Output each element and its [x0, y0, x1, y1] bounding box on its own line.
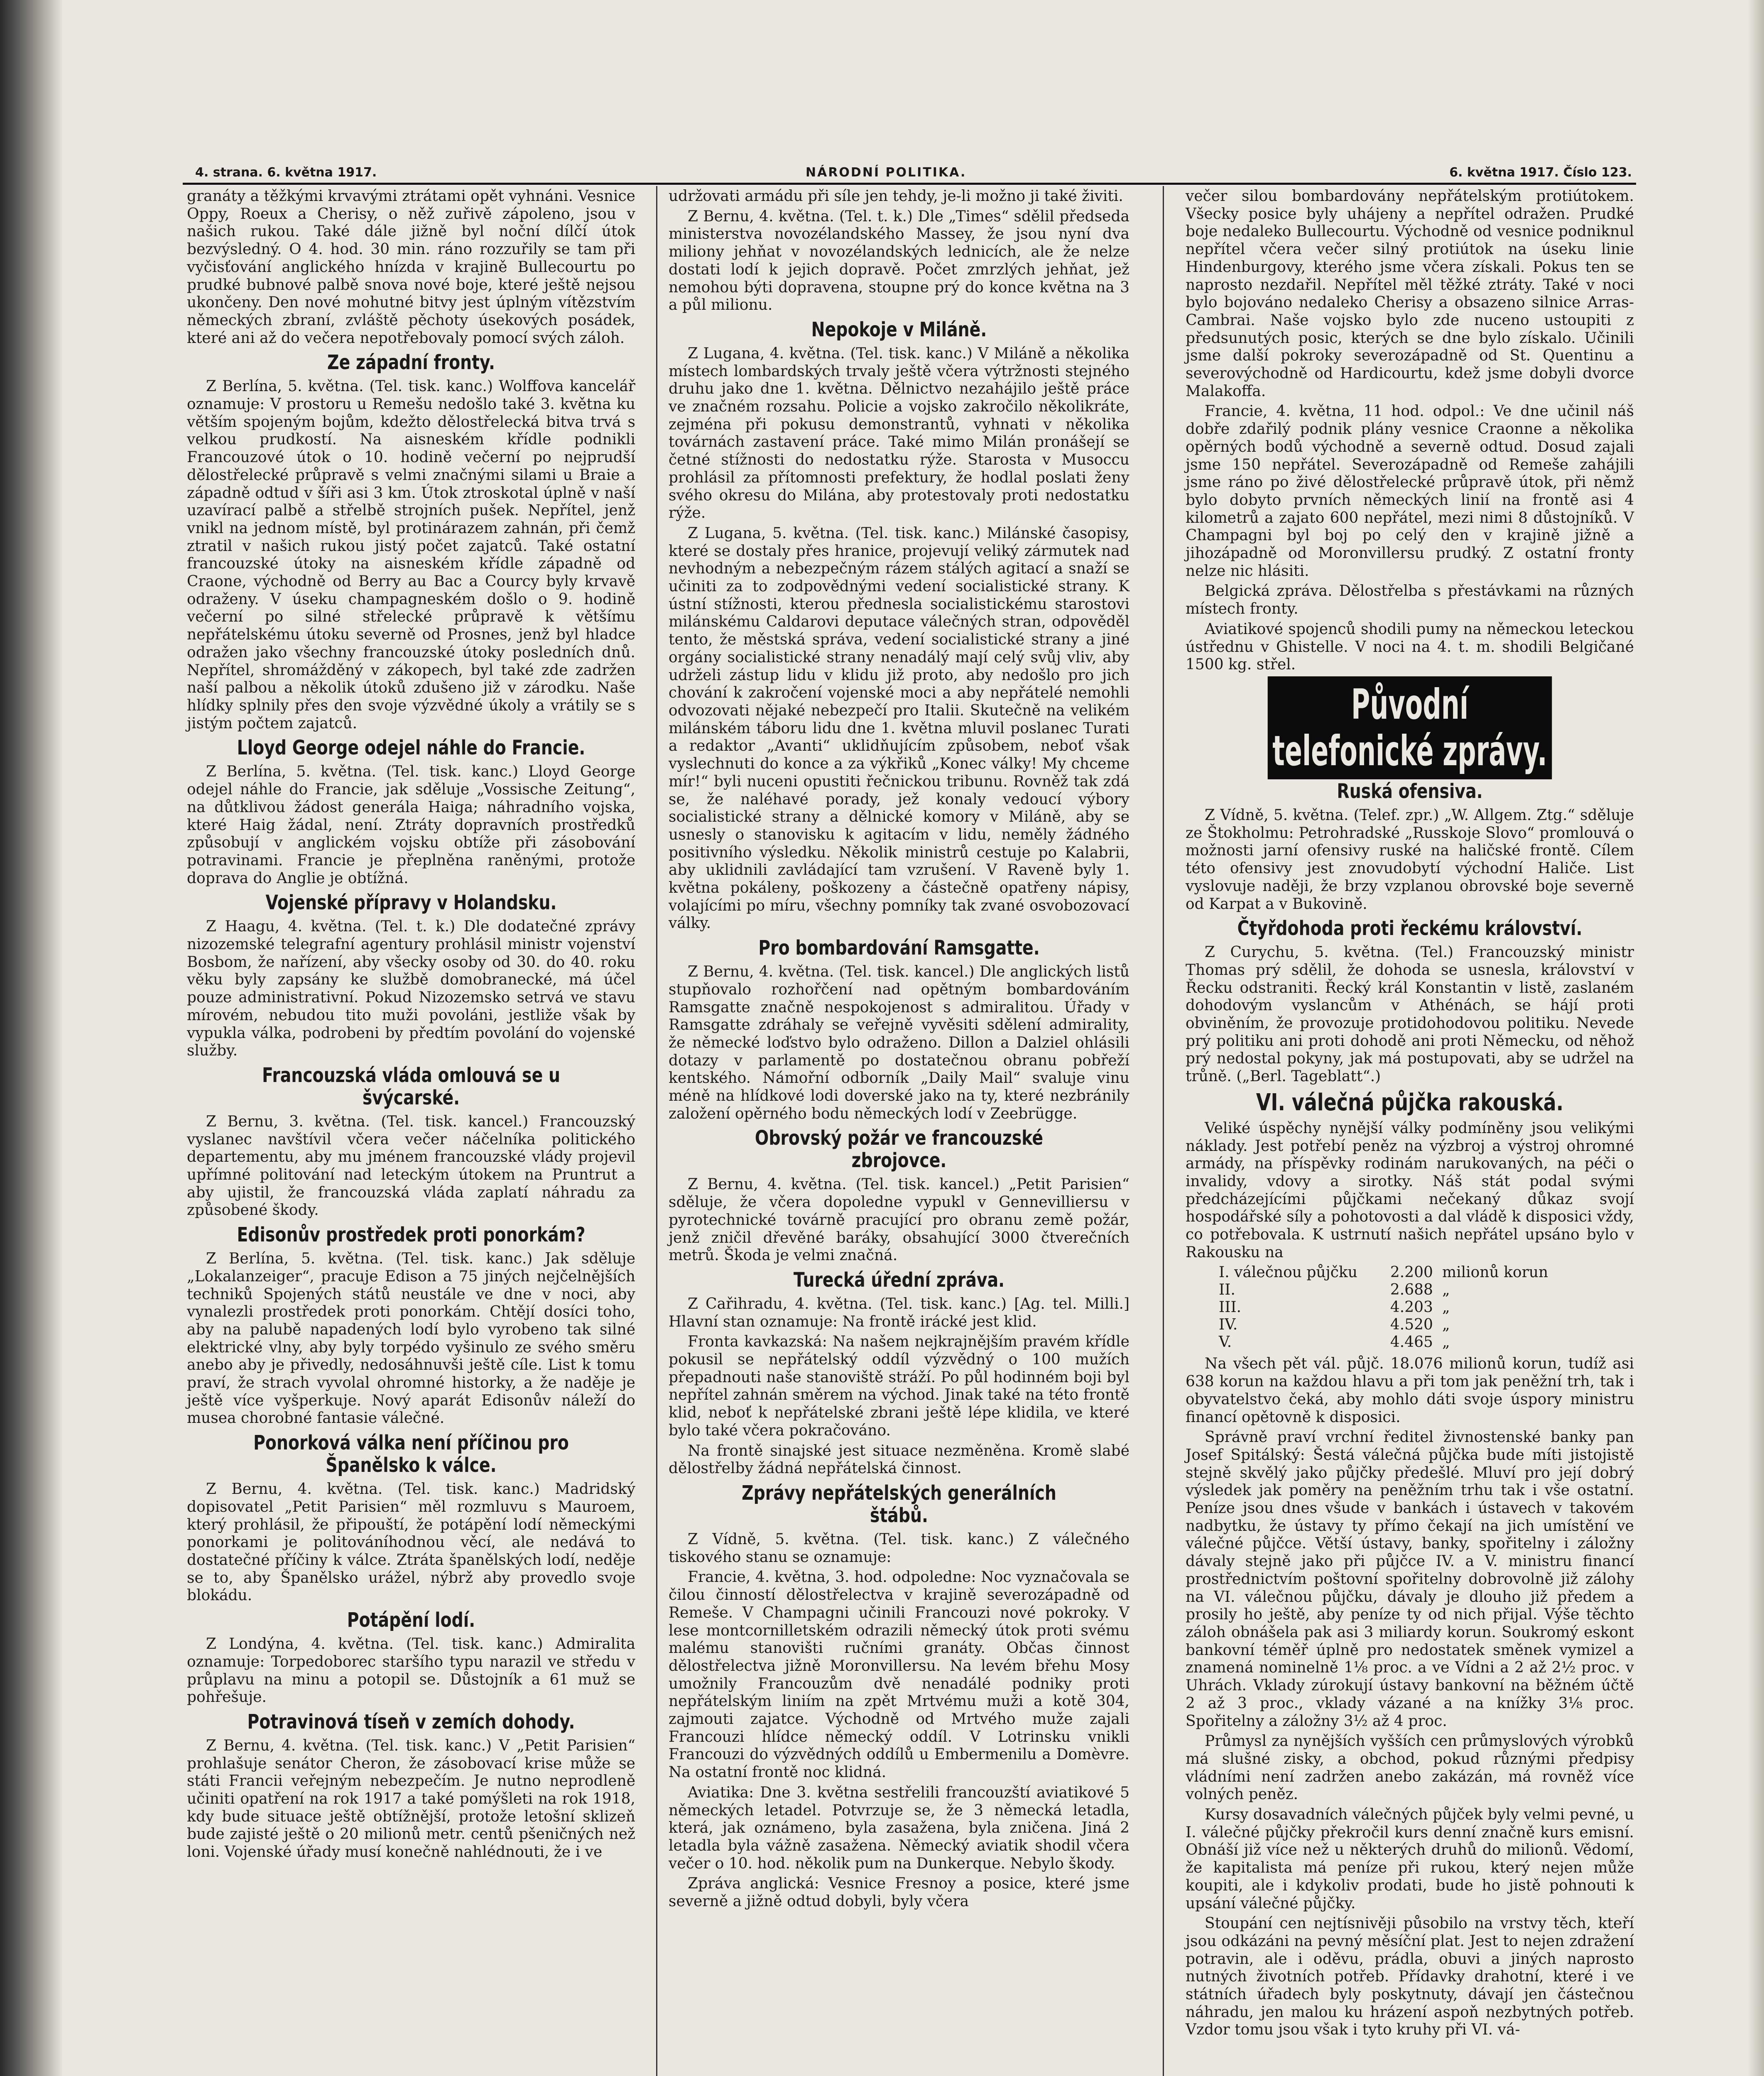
- headline-spain: Ponorková válka není příčinou pro Španělsko k válce.: [253, 1431, 569, 1477]
- loan-ditto: „: [1442, 1299, 1450, 1316]
- article-paragraph: Z Bernu, 4. května. (Tel. t. k.) Dle „Times“ sdělil předseda ministerstva novozélandského Massey, že jsou nyní dva miliony jehňat v novozélandských lednicích, ale že nelze dostati lodí k jejich dopravě. Počet zmrzlých jehňat, jež nemohou býti dopravena, stoupne prý do konce května na 3 a půl milionu.: [669, 208, 1129, 314]
- section-banner-telephone-news: Původní telefonické zprávy.: [1271, 681, 1549, 774]
- article-paragraph: Francie, 4. května, 11 hod. odpol.: Ve dne učinil náš dobře zdařilý podnik plány vesnice Craonne a několika opěrných bodů východně a severně odtud. Dosud zajali jsme 150 nepřátel. Severozápadně od Remeše zahájili jsme ráno po živé dělostřelecké průpravě útok, při němž bylo dobyto prvních německých linií na frontě asi 4 kilometrů a zajato 600 nepřátel, mezi nimi 8 důstojníků. V Champagni byl boj po celý den v krajině jižně a jihozápadně od Moronvillersu prudký. Z ostatní fronty nelze nic hlásiti.: [1186, 403, 1634, 580]
- loan-amount: 2.200: [1390, 1264, 1433, 1281]
- headline-ramsgate: Pro bombardování Ramsgatte.: [758, 936, 1040, 960]
- article-paragraph: Na frontě sinajské jest situace nezměněna. Kromě slabé dělostřelby žádná nepřátelská činnost.: [669, 1442, 1129, 1477]
- scan-shadow-right: [1747, 0, 1764, 2076]
- column-3: [1186, 188, 1634, 2042]
- headline-war-loan: VI. válečná půjčka rakouská.: [1256, 1089, 1564, 1116]
- article-paragraph: Z Londýna, 4. května. (Tel. tisk. kanc.) Admiralita oznamuje: Torpedoborec staršího typu narazil ve středu v průplavu na minu a potopil se. Důstojník a 61 muž se pohřešuje.: [187, 1635, 635, 1706]
- column-2: [669, 188, 1129, 1913]
- loan-ditto: „: [1442, 1316, 1450, 1334]
- article-paragraph: Z Berlína, 5. května. (Tel. tisk. kanc.) Wolffova kancelář oznamuje: V prostoru u Remešu nedošlo také 3. května ku větším spojeným bojům, kdežto dělostřelecká bitva trvá s velkou prudkostí. Na aisneském křídle podnikli Francouzové útok o 10. hodině večerní po nejprudší dělostřelecké průpravě s velmi značnými silami u Braie a západně odtud v šíři asi 3 km. Útok ztroskotal úplně v naší uzavírací palbě a střelbě strojních pušek. Nepřítel, jenž vnikl na jednom místě, byl protinárazem zahnán, při čemž ztratil v našich rukou jistý počet zajatců. Také ostatní francouzské útoky na aisneském křídle západně od Craone, východně od Berry au Bac a Courcy byly krvavě odraženy. V úseku champagneském došlo o 9. hodině večerní po silné střelecké průpravě k většímu nepřátelskému útoku severně od Prosnes, jenž byl hladce odražen jako všechny francouzské útoky posledních dnů. Nepřítel, shromážděný v zákopech, byl také zde zadržen naší palbou a několik útoků zdušeno již v zárodku. Naše hlídky splnily přes den svoje výzvědné úkoly a vrátily se s jistým počtem zajatců.: [187, 378, 635, 732]
- article-paragraph: Z Cařihradu, 4. května. (Tel. tisk. kanc.) [Ag. tel. Milli.] Hlavní stan oznamuje: Na frontě irácké jest klid.: [669, 1295, 1129, 1330]
- article-paragraph: Z Vídně, 5. května. (Tel. tisk. kanc.) Z válečného tiskového stanu se oznamuje:: [669, 1531, 1129, 1566]
- article-paragraph: Na všech pět vál. půjč. 18.076 milionů korun, tudíž asi 638 korun na každou hlavu a při tom jak peněžní trh, tak i obyvatelstvo čeká, aby mohlo dáti svoje úspory ministru financí opětovně k disposici.: [1186, 1355, 1634, 1426]
- column-divider: [656, 186, 657, 2076]
- page-header: [195, 165, 1632, 182]
- article-paragraph: Z Berlína, 5. května. (Tel. tisk. kanc.) Lloyd George odejel náhle do Francie, jak sděluje „Vossische Zeitung“, na důtklivou žádost generála Haiga; náhradního vojska, které Haig žádal, není. Ztráty dopravních prostředků způsobují v anglickém vojsku obtíže při zásobování potravinami. Francie je přeplněna raněnými, protože doprava do Anglie je obtížná.: [187, 763, 635, 887]
- article-paragraph: Zpráva anglická: Vesnice Fresnoy a posice, které jsme severně a jižně odtud dobyli, byly včera: [669, 1875, 1129, 1910]
- column-1: [187, 188, 635, 1864]
- header-issue-number: 6. května 1917. Číslo 123.: [1449, 165, 1632, 180]
- article-paragraph: Průmysl za nynějších vyšších cen průmyslových výrobků má slušné zisky, a obchod, pokud různými předpisy vládními není zadržen anebo zakázán, má rovněž více volných peněz.: [1186, 1733, 1634, 1803]
- headline-lloyd-george: Lloyd George odejel náhle do Francie.: [237, 736, 586, 760]
- loan-amount: 4.520: [1390, 1316, 1433, 1334]
- article-paragraph: Aviatikové spojenců shodili pumy na německou leteckou ústřednu v Ghistelle. V noci na 4. t. m. shodili Belgičané 1500 kg. střel.: [1186, 620, 1634, 673]
- headline-swiss-apology: Francouzská vláda omlouvá se u švýcarské.: [262, 1063, 561, 1109]
- war-loan-table: [1219, 1264, 1557, 1351]
- article-paragraph: Z Bernu, 3. května. (Tel. tisk. kancel.) Francouzský vyslanec navštívil včera večer náčelníka politického departementu, aby mu jménem francouzské vlády projevil upřímné politování nad leteckým útokem na Pruntrut a aby ujistil, že francouzská vláda zaplatí náhradu za způsobené škody.: [187, 1113, 635, 1219]
- loan-amount: 4.465: [1390, 1334, 1433, 1351]
- article-paragraph: Z Lugana, 4. května. (Tel. tisk. kanc.) V Miláně a několika místech lombardských trvaly ještě včera výtržnosti stejného druhu jako dne 1. května. Dělnictvo nezahájilo ještě práce ve značném rozsahu. Policie a vojsko zakročilo několikráte, zejména při pokusu demonstrantů, vyhnati v několika továrnách zastavení práce. Také mimo Milán pronášejí se četné stížnosti do nedostatku rýže. Starosta v Musoccu prohlásil za přítomnosti prefektury, že hodlal poslati ženy svého okresu do Milána, aby protestovaly proti nedostatku rýže.: [669, 345, 1129, 522]
- headline-greece: Čtyřdohoda proti řeckému království.: [1237, 917, 1583, 940]
- header-date-page: 4. strana. 6. května 1917.: [195, 165, 377, 180]
- headline-food-crisis: Potravinová tíseň v zemích dohody.: [247, 1710, 575, 1733]
- article-paragraph: Belgická zpráva. Dělostřelba s přestávkami na různých místech fronty.: [1186, 583, 1634, 618]
- table-row: [1219, 1334, 1557, 1351]
- article-paragraph: Francie, 4. května, 3. hod. odpoledne: Noc vyznačovala se čilou činností dělostřelectva v krajině severozápadně od Remeše. V Champagni učinili Francouzi nové pokroky. V lese montcornilletském odrazili německý útok proti svému malému stanovišti ručními granáty. Občas činnost dělostřelectva jižně Moronvillersu. Na levém břehu Mosy umožnily Francouzům dvě nenadálé podniky proti nepřátelským liniím na zpět Mrtvému muži a kotě 304, zajmouti zajatce. Východně od Mrtvého muže zajali Francouzi hlídce německý oddíl. V Lotrinsku vnikli Francouzi do výzvědných oddílů u Embermenilu a Domèvre. Na ostatní frontě noc klidná.: [669, 1569, 1129, 1781]
- article-paragraph: Z Bernu, 4. května. (Tel. tisk. kanc.) Madridský dopisovatel „Petit Parisien“ měl rozmluvu s Mauroem, který prohlásil, že připouští, že potápění lodí německými ponorkami je politováníhodnou věcí, ale nedává to dostatečné příčiny k válce. Ztráta španělských lodí, neděje se to, aby Španělsko urážel, nýbrž aby provedlo svoje blokádu.: [187, 1481, 635, 1604]
- headline-turkish-report: Turecká úřední zpráva.: [793, 1268, 1005, 1292]
- loan-label: III.: [1219, 1299, 1242, 1316]
- headline-western-front: Ze západní fronty.: [327, 351, 495, 375]
- scan-shadow-left: [0, 0, 62, 2076]
- column-divider: [1163, 186, 1164, 2076]
- table-row: [1219, 1316, 1557, 1334]
- headline-edison: Edisonův prostředek proti ponorkám?: [237, 1223, 586, 1247]
- loan-amount: 2.688: [1390, 1281, 1433, 1299]
- loan-amount: 4.203: [1390, 1299, 1433, 1316]
- loan-label: I. válečnou půjčku: [1219, 1264, 1357, 1281]
- article-paragraph: Z Lugana, 5. května. (Tel. tisk. kanc.) Milánské časopisy, které se dostaly přes hranice, projevují veliký zármutek nad nevhodným a nebezpečným rázem stálých agitací a snaží se učiniti za to zodpovědnými vedení socialistické strany. K ústní stížnosti, kterou přednesla socialistickému starostovi milánskému Caldarovi deputace válečných stran, odpověděl tento, že městská správa, vedení socialistické strany a jiné orgány socialistické strany nenadálý mají celý svůj vliv, aby udrželi zástup lidu v klidu již proto, aby nedošlo pro jich chování k zakročení vojenské moci a aby nepřátelé nemohli odvozovati nějaké nebezpečí pro Italii. Skutečně na velikém milánském táboru lidu dne 1. května mluvil poslanec Turati a redaktor „Avanti“ uklidňujícím způsobem, neboť však vyslechnuti do konce a za výkřiků „Konec války! My chceme mír!“ byli nuceni opustiti řečnickou tribunu. Rovněž tak zdá se, že naléhavé porady, jež konaly vedoucí výbory socialistické strany a dělnické komory v Miláně, aby se usnesly o stanovisku k agitacím v lidu, neměly žádného positivního výsledku. Několik ministrů cestuje po Kalabrii, aby uklidnili zavládající tam vzrušení. V Raveně byly 1. května pokáleny, poškozeny a částečně opatřeny nápisy, volajícími po míru, všechny pomníky tak zvané osvobozovací války.: [669, 524, 1129, 932]
- loan-unit: milionů korun: [1442, 1264, 1548, 1281]
- loan-label: II.: [1219, 1281, 1235, 1299]
- article-paragraph: Kursy dosavadních válečných půjček byly velmi pevné, u I. válečné půjčky překročil kurs denní značně kurs emisní. Obnáší již více než u některých druhů do milionů. Vědomí, že kapitalista má peníze při rukou, který nejen může koupiti, ale i kdykoliv prodati, bude ho jistě pohnouti k upsání válečné půjčky.: [1186, 1806, 1634, 1912]
- loan-ditto: „: [1442, 1334, 1450, 1351]
- headline-enemy-staffs: Zprávy nepřátelských generálních štábů.: [742, 1481, 1056, 1527]
- table-row: [1219, 1299, 1557, 1316]
- article-paragraph: Z Bernu, 4. května. (Tel. tisk. kanc.) V „Petit Parisien“ prohlašuje senátor Cheron, že zásobovací krise může se státi Francii veřejným nebezpečím. Je nutno neprodleně učiniti opatření na rok 1917 a také pomýšleti na rok 1918, kdy bude situace ještě obtížnější, protože letošní sklizeň bude zajisté ještě o 20 milionů metr. centů pšeničných než loni. Vojenské úřady musí konečně nahlédnouti, že i ve: [187, 1737, 635, 1861]
- article-paragraph: Z Bernu, 4. května. (Tel. tisk. kancel.) „Petit Parisien“ sděluje, že včera dopoledne vypukl v Gennevilliersu v pyrotechnické továrně pracující pro obranu země požár, jenž zničil dřevěné baráky, obsahující 3000 čtverečních metrů. Škoda je velmi značná.: [669, 1176, 1129, 1264]
- table-row: [1219, 1264, 1557, 1281]
- header-rule: [183, 183, 1636, 185]
- article-paragraph: Z Vídně, 5. května. (Telef. zpr.) „W. Allgem. Ztg.“ sděluje ze Štokholmu: Petrohradské „Russkoje Slovo“ promlouvá o možnosti jarní ofensivy ruské na haličské frontě. Cílem této ofensivy jest znovudobytí východní Haliče. List vyslovuje naději, že brzy vzplanou obrovské boje severně od Karpat a v Bukovině.: [1186, 806, 1634, 913]
- article-paragraph: Z Bernu, 4. května. (Tel. tisk. kancel.) Dle anglických listů stupňovalo rozhořčení nad opětným bombardováním Ramsgatte značně nespokojenost s admiralitou. Úřady v Ramsgatte zdráhaly se veřejně vyvěsiti sdělení admirality, že německé loďstvo bylo odraženo. Dillon a Dalziel ohlásili dotazy v parlamentě po dostatečnou obranu pobřeží kentského. Námořní odborník „Daily Mail“ svaluje vinu méně na hlídkové lodi doverské jako na ty, které nezbránily založení opěrného bodu německých lodí v Zeebrügge.: [669, 963, 1129, 1122]
- loan-label: IV.: [1219, 1316, 1238, 1334]
- article-paragraph: Fronta kavkazská: Na našem nejkrajnějším pravém křídle pokusil se nepřátelský oddíl výzvědný o 100 mužích přepadnouti naše stanoviště stráží. Po půl hodinném boji byl nepřítel zahnán směrem na východ. Jinak také na této frontě klid, neboť k nepřátelské zbrani ještě lépe klidila, ve které bylo také včera pokračováno.: [669, 1333, 1129, 1439]
- article-continuation: granáty a těžkými krvavými ztrátami opět vyhnáni. Vesnice Oppy, Roeux a Cherisy, o něž zuřivě zápoleno, jsou v našich rukou. Také dále jižně byl noční dílčí útok bezvýsledný. O 4. hod. 30 min. ráno rozzuřily se tam při vyčisťování anglického hnízda v krajině Bullecourtu po prudké bubnové palbě snova nové boje, které ještě nejsou ukončeny. Den nové mohutné bitvy jest úplným vítězstvím německých zbraní, zvláště pěchoty úsekových posádek, které ani až do večera nepotřebovaly pomocí svých záloh.: [187, 188, 635, 347]
- table-row: [1219, 1281, 1557, 1299]
- article-paragraph: Veliké úspěchy nynější války podmíněny jsou velikými náklady. Jest potřebí peněz na výzbroj a výstroj ohromné armády, na příspěvky rodinám narukovaných, na péči o invalidy, vdovy a sirotky. Náš stát podal svými předcházejícími půjčkami nečekaný důkaz svojí hospodářské síly a pohotovosti a dal vládě k disposici vždy, co potřebovala. K ustrnutí našich nepřátel upsáno bylo v Rakousku na: [1186, 1119, 1634, 1261]
- loan-label: V.: [1219, 1334, 1232, 1351]
- loan-ditto: „: [1442, 1281, 1450, 1299]
- headline-armory-fire: Obrovský požár ve francouzské zbrojovce.: [755, 1126, 1044, 1173]
- article-paragraph: Z Berlína, 5. května. (Tel. tisk. kanc.) Jak sděluje „Lokalanzeiger“, pracuje Edison a 75 jiných nejčelnějších techniků Spojených států neustále ve dne v noci, aby vynalezli prostředek proti ponorkám. Chtějí dosíci toho, aby na palubě napadených lodí bylo vyrobeno tak silné elektrické vlny, aby byly torpédo vyšinulo ze svého směru anebo aby je přivedly, nedosáhnuvši ještě cíle. List k tomu praví, že strach vyvolal ohromné historky, a že naděje je ještě více vyšperkuje. Nový aparát Edisonův náleží do musea chorobné fantasie válečné.: [187, 1250, 635, 1427]
- headline-milan-unrest: Nepokoje v Miláně.: [811, 318, 987, 341]
- article-continuation: večer silou bombardovány nepřátelským protiútokem. Všecky posice byly uhájeny a nepřítel odražen. Prudké boje nedaleko Bullecourtu. Východně od vesnice podniknul nepřítel včera večer silný protiútok na úseku linie Hindenburgovy, kterého jsme včera získali. Pokus ten se naprosto nezdařil. Nepřítel měl těžké ztráty. Také v noci bylo bojováno nedaleko Cherisy a obsazeno silnice Arras-Cambrai. Naše vojsko bylo zde nuceno ustoupiti z předsunutých posic, kterých se dne bylo získalo. Učinili jsme další pokroky severozápadně od St. Quentinu a severovýchodně od Hardicourtu, kdež jsme dobyli dvorce Malakoffa.: [1186, 188, 1634, 400]
- article-paragraph: Z Haagu, 4. května. (Tel. t. k.) Dle dodatečné zprávy nizozemské telegrafní agentury prohlásil ministr vojenství Bosbom, že nařízení, aby všecky osoby od 30. do 40. roku věku byly zapsány ke službě domobranecké, má účel pouze administrativní. Pokud Nizozemsko setrvá ve stavu mírovém, nebudou tito muži povoláni, jestliže však by vypukla válka, podrobeni by předtím povolání do vojenské služby.: [187, 918, 635, 1060]
- article-continuation: udržovati armádu při síle jen tehdy, je-li možno ji také živiti.: [669, 188, 1123, 205]
- article-paragraph: Z Curychu, 5. května. (Tel.) Francouzský ministr Thomas prý sdělil, že dohoda se usnesla, království v Řecku odstraniti. Řecký král Konstantin v listě, zaslaném dohodovým vyslancům v Athénách, se hájí proti obviněním, že provozuje protidohodovou politiku. Nevede prý politiku ani proti dohodě ani proti Německu, od něhož prý nedostal pokyny, jak má postupovati, aby se udržel na trůně. („Berl. Tageblatt“.): [1186, 944, 1634, 1085]
- article-paragraph: Stoupání cen nejtísnivěji působilo na vrstvy těch, kteří jsou odkázáni na pevný měsíční plat. Jest to nejen zdražení potravin, ale i oděvu, prádla, obuvi a jiných naprosto nutných životních potřeb. Přídavky drahotní, které i ve státních úřadech byly poskytnuty, dávají jen částečnou náhradu, jen malou ku hrázení aspoň nezbytných potřeb. Vzdor tomu jsou však i tyto kruhy při VI. vá-: [1186, 1915, 1634, 2039]
- headline-russian-offensive: Ruská ofensiva.: [1337, 779, 1483, 803]
- masthead-title: NÁRODNÍ POLITIKA.: [806, 165, 967, 180]
- headline-ship-sinking: Potápění lodí.: [347, 1608, 475, 1632]
- headline-holland: Vojenské přípravy v Holandsku.: [265, 891, 557, 915]
- article-paragraph: Správně praví vrchní ředitel živnostenské banky pan Josef Spitálský: Šestá válečná půjčka bude míti jistojistě stejně skvělý jako půjčky předešlé. Mluví pro její dobrý výsledek jak poměry na peněžním trhu tak i vše ostatní. Peníze jsou dnes všude v bankách i ústavech v takovém nadbytku, že ústavy ty přímo čekají na jich umístění ve válečné půjčce. Větší ústavy, banky, spořitelny i záložny dávaly stejně jako při půjčce IV. a V. ministru financí prostřednictvím poštovní spořitelny dobrovolně již zálohy na VI. válečnou půjčku, dávaly je dlouho již předem a prosily ho ještě, aby peníze ty od nich přijal. Výše těchto záloh obnášela pak asi 3 miliardy korun. Soukromý eskont bankovní téměř úplně pro nedostatek směnek vymizel a znamená nominelně 1⅛ proc. a ve Vídni a 2 až 2½ proc. v Uhrách. Vklady zúrokují ústavy bankovní na běžném účtě 2 až 3 proc., vklady vázané a na knížky 3⅛ proc. Spořitelny a záložny 3½ až 4 proc.: [1186, 1429, 1634, 1730]
- article-paragraph: Aviatika: Dne 3. května sestřelili francouzští aviatikové 5 německých letadel. Potvrzuje se, že 3 německá letadla, která, jak oznámeno, byla zasažena, byla zničena. Jiná 2 letadla byla vážně zasažena. Německý aviatik shodil včera večer o 10. hod. několik pum na Dunkerque. Nebylo škody.: [669, 1784, 1129, 1872]
